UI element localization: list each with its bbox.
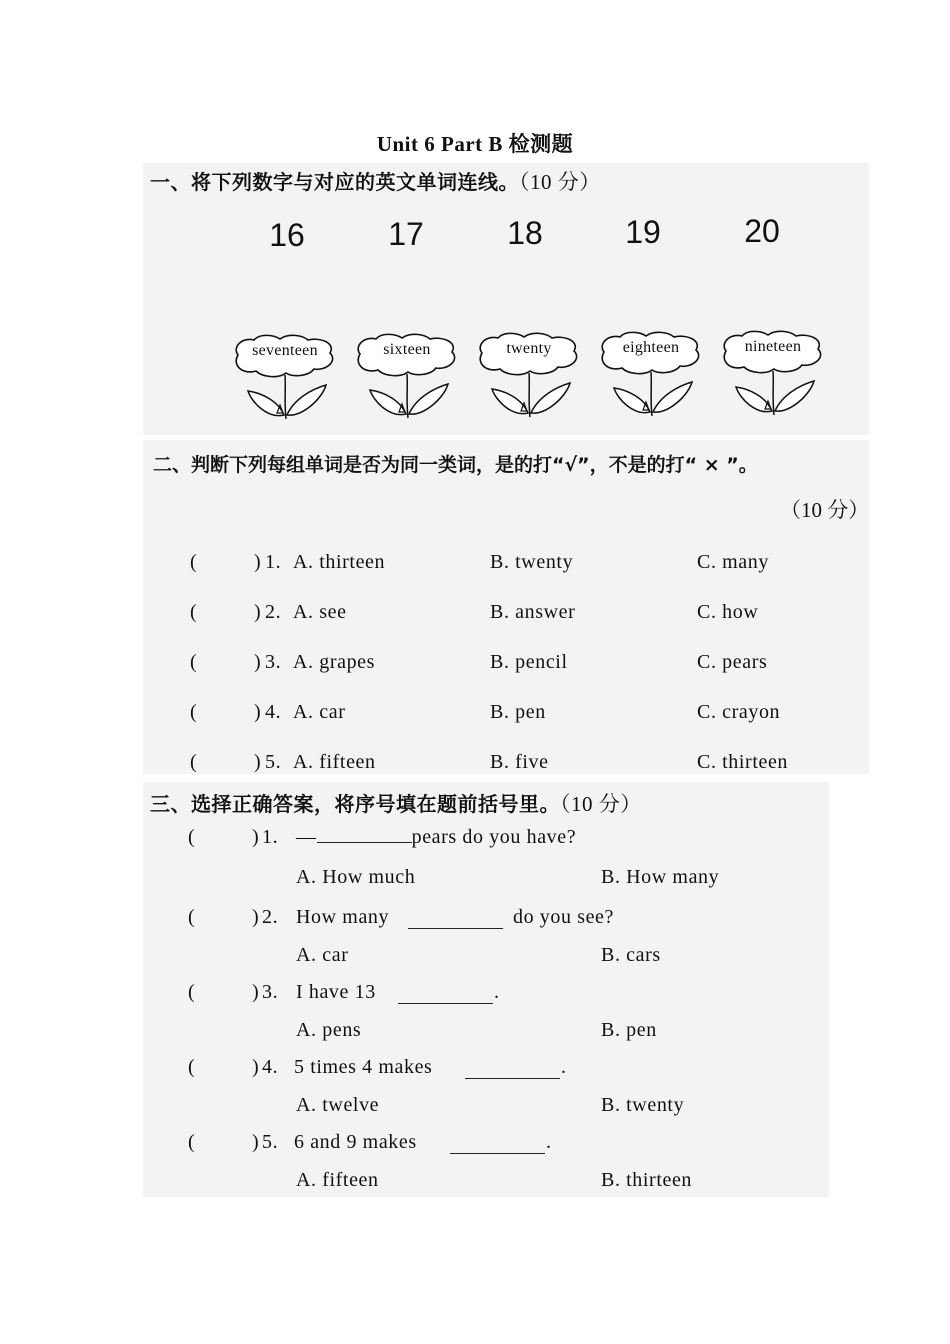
- question-number: 1.: [265, 551, 282, 573]
- question-prefix: I have 13: [296, 981, 376, 1003]
- section3-heading-text: 三、选择正确答案，将序号填在题前括号里。: [150, 792, 560, 816]
- section2-score: （10 分）: [780, 498, 870, 522]
- question-suffix: do you see?: [513, 906, 615, 928]
- section3-score: （10 分）: [560, 792, 642, 816]
- option-c: C. how: [697, 601, 759, 623]
- option-a: A. thirteen: [293, 551, 386, 573]
- section1-heading-text: 一、将下列数字与对应的英文单词连线。: [150, 170, 519, 194]
- answer-paren-close: ): [254, 701, 262, 723]
- section1-heading: [150, 166, 601, 196]
- flower-word: seventeen: [252, 342, 318, 359]
- option-c: C. crayon: [697, 701, 781, 723]
- answer-paren-close: ): [252, 1056, 260, 1078]
- answer-blank[interactable]: [408, 912, 503, 929]
- question-number: 5.: [265, 751, 282, 773]
- answer-paren-open[interactable]: (: [188, 981, 196, 1003]
- answer-paren-close: ): [252, 1131, 260, 1153]
- answer-paren-open[interactable]: (: [190, 701, 198, 723]
- question-number: 3.: [265, 651, 282, 673]
- answer-blank[interactable]: [398, 987, 493, 1004]
- option-b: B. pen: [601, 1019, 657, 1041]
- option-a: A. fifteen: [293, 751, 376, 773]
- answer-paren-open[interactable]: (: [188, 906, 196, 928]
- answer-paren-open[interactable]: (: [190, 601, 198, 623]
- option-a: A. see: [293, 601, 347, 623]
- section3-question-4: [0, 1056, 950, 1084]
- question-suffix: .: [546, 1131, 552, 1153]
- flower-word: eighteen: [622, 339, 680, 356]
- answer-paren-open[interactable]: (: [190, 651, 198, 673]
- section3-options-4: [0, 1094, 950, 1122]
- flower-word: twenty: [506, 340, 552, 357]
- number-item: 20: [744, 213, 780, 249]
- answer-paren-close: ): [254, 601, 262, 623]
- section3-question-3: [0, 981, 950, 1009]
- answer-paren-open[interactable]: (: [190, 751, 198, 773]
- question-number: 1.: [262, 826, 279, 848]
- question-suffix: .: [561, 1056, 567, 1078]
- flower-item: [596, 330, 706, 420]
- section3-question-5: [0, 1131, 950, 1159]
- page-title: Unit 6 Part B 检测题: [376, 132, 574, 156]
- question-prefix: How many: [296, 906, 390, 928]
- option-a: A. twelve: [296, 1094, 380, 1116]
- option-a: A. car: [296, 944, 349, 966]
- option-b: B. pencil: [490, 651, 568, 673]
- question-stem: [296, 826, 576, 849]
- flower-word: sixteen: [383, 341, 431, 358]
- answer-paren-open[interactable]: (: [188, 1131, 196, 1153]
- section3-question-1: [0, 826, 950, 854]
- question-number: 2.: [262, 906, 279, 928]
- option-c: C. many: [697, 551, 769, 573]
- answer-paren-open[interactable]: (: [188, 1056, 196, 1078]
- answer-paren-close: ): [252, 906, 260, 928]
- number-item: 16: [269, 217, 305, 253]
- question-suffix: pears do you have?: [411, 826, 577, 848]
- flower-item: [718, 329, 828, 419]
- option-b: B. twenty: [490, 551, 574, 573]
- answer-paren-open[interactable]: (: [190, 551, 198, 573]
- answer-paren-close: ): [254, 551, 262, 573]
- option-b: B. five: [490, 751, 549, 773]
- option-b: B. answer: [490, 601, 576, 623]
- option-b: B. How many: [601, 866, 720, 888]
- number-item: 17: [388, 216, 424, 252]
- option-a: A. pens: [296, 1019, 362, 1041]
- number-item: 19: [625, 214, 661, 250]
- section3-question-2: [0, 906, 950, 934]
- question-prefix: 6 and 9 makes: [294, 1131, 417, 1153]
- answer-blank[interactable]: [450, 1137, 545, 1154]
- answer-paren-close: ): [254, 751, 262, 773]
- option-a: A. fifteen: [296, 1169, 379, 1191]
- flower-item: [352, 332, 462, 422]
- question-prefix: 5 times 4 makes: [294, 1056, 433, 1078]
- question-number: 4.: [265, 701, 282, 723]
- flower-item: [474, 331, 584, 421]
- answer-paren-close: ): [252, 826, 260, 848]
- answer-paren-close: ): [252, 981, 260, 1003]
- option-b: B. thirteen: [601, 1169, 693, 1191]
- answer-blank[interactable]: [317, 826, 412, 843]
- option-c: C. thirteen: [697, 751, 789, 773]
- section3-options-2: [0, 944, 950, 972]
- question-number: 3.: [262, 981, 279, 1003]
- option-c: C. pears: [697, 651, 768, 673]
- section3-heading: [150, 788, 642, 818]
- section3-options-3: [0, 1019, 950, 1047]
- flower-item: [230, 333, 340, 423]
- option-a: A. How much: [296, 866, 416, 888]
- question-number: 4.: [262, 1056, 279, 1078]
- answer-blank[interactable]: [465, 1062, 560, 1079]
- question-suffix: .: [494, 981, 500, 1003]
- option-b: B. cars: [601, 944, 661, 966]
- option-a: A. car: [293, 701, 346, 723]
- answer-paren-close: ): [254, 651, 262, 673]
- section2-heading: 二、判断下列每组单词是否为同一类词，是的打“√”，不是的打“ × ”。: [153, 454, 758, 476]
- section3-options-1: [0, 866, 950, 894]
- flower-word: nineteen: [744, 338, 802, 355]
- option-b: B. pen: [490, 701, 546, 723]
- question-number: 2.: [265, 601, 282, 623]
- question-prefix: —: [296, 826, 317, 848]
- number-item: 18: [507, 215, 543, 251]
- answer-paren-open[interactable]: (: [188, 826, 196, 848]
- section3-options-5: [0, 1169, 950, 1197]
- section1-score: （10 分）: [519, 170, 601, 194]
- option-b: B. twenty: [601, 1094, 685, 1116]
- option-a: A. grapes: [293, 651, 376, 673]
- question-number: 5.: [262, 1131, 279, 1153]
